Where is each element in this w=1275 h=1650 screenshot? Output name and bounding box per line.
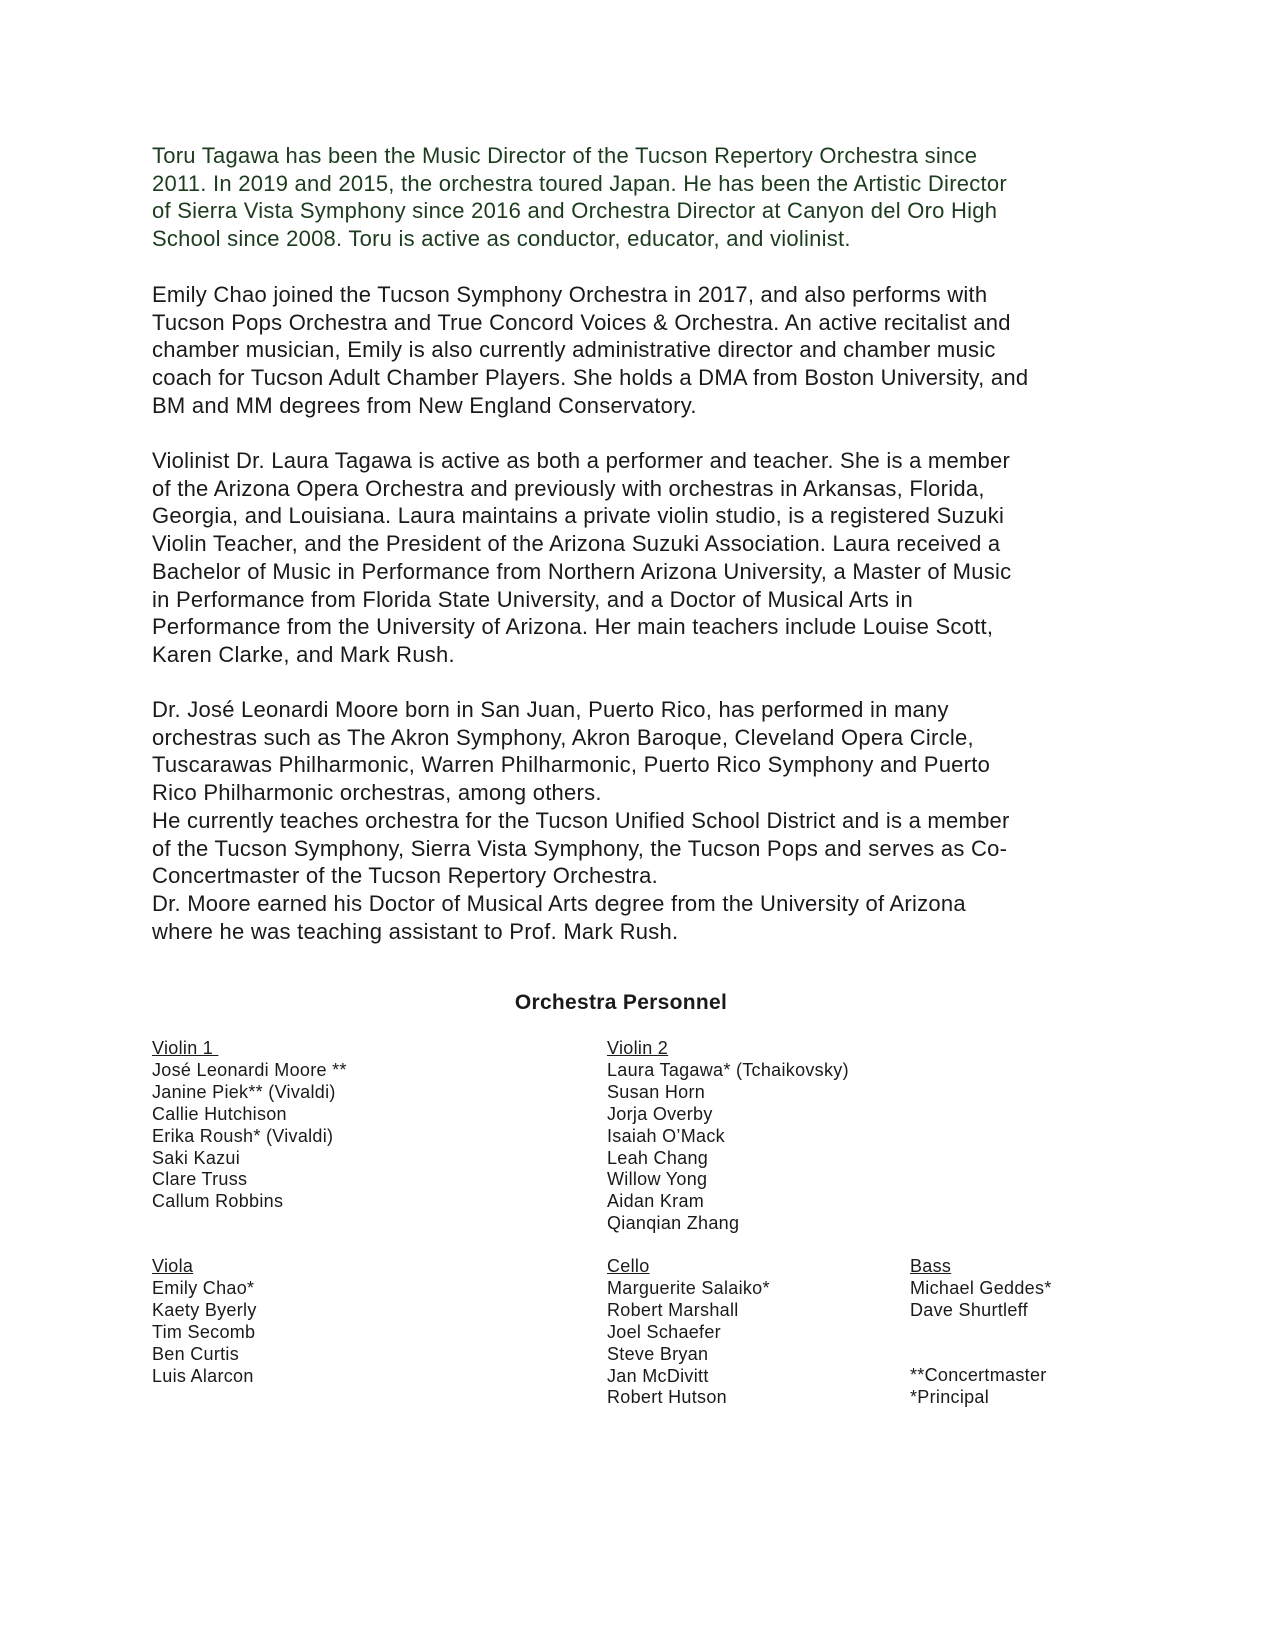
member-name: Susan Horn [607, 1081, 706, 1102]
member-name: Erika Roush* (Vivaldi) [152, 1125, 334, 1146]
member-name: Clare Truss [152, 1169, 248, 1190]
bio-line: where he was teaching assistant to Prof. Mark Rush. [152, 918, 679, 944]
section-bass [910, 1256, 1052, 1322]
section-viola [152, 1256, 257, 1387]
section-label: Cello [607, 1256, 650, 1276]
bio-jose-leonardi-moore [152, 696, 1142, 945]
bio-line: Tuscarawas Philharmonic, Warren Philharmonic, Puerto Rico Symphony and Puerto [152, 752, 991, 778]
bio-toru-tagawa [152, 142, 1142, 253]
bio-line: Emily Chao joined the Tucson Symphony Orchestra in 2017, and also performs with [152, 282, 988, 307]
legend [910, 1365, 1047, 1409]
member-name: Joel Schaefer [607, 1321, 721, 1342]
section-violin-1 [152, 1038, 347, 1213]
bio-emily-chao [152, 281, 1142, 420]
member-name: Dave Shurtleff [910, 1299, 1028, 1320]
bio-line: Georgia, and Louisiana. Laura maintains a private violin studio, is a registered Suzuki [152, 503, 1005, 529]
member-name: Willow Yong [607, 1169, 708, 1190]
member-name: Marguerite Salaiko* [607, 1277, 770, 1298]
bio-line: coach for Tucson Adult Chamber Players. She holds a DMA from Boston University, and [152, 365, 1029, 391]
bio-line: BM and MM degrees from New England Conservatory. [152, 392, 697, 418]
member-name: José Leonardi Moore ** [152, 1059, 347, 1080]
bio-line: Concertmaster of the Tucson Repertory Orchestra. [152, 863, 658, 889]
bio-line: in Performance from Florida State University, and a Doctor of Musical Arts in [152, 586, 914, 612]
member-name: Aidan Kram [607, 1191, 705, 1212]
bio-line: He currently teaches orchestra for the Tucson Unified School District and is a member [152, 807, 1010, 833]
member-name: Ben Curtis [152, 1343, 240, 1364]
member-name: Saki Kazui [152, 1147, 241, 1168]
bio-line: Tucson Pops Orchestra and True Concord Voices & Orchestra. An active recitalist and [152, 309, 1011, 335]
member-name: Laura Tagawa* (Tchaikovsky) [607, 1059, 849, 1080]
section-label: Bass [910, 1256, 952, 1276]
bio-line: Toru Tagawa has been the Music Director of the Tucson Repertory Orchestra since [152, 143, 978, 168]
bio-line: Bachelor of Music in Performance from Northern Arizona University, a Master of Music [152, 558, 1012, 584]
section-violin-2 [607, 1038, 849, 1235]
section-cello [607, 1256, 770, 1409]
bio-line: of the Tucson Symphony, Sierra Vista Symphony, the Tucson Pops and serves as Co- [152, 835, 1008, 861]
bio-line: orchestras such as The Akron Symphony, Akron Baroque, Cleveland Opera Circle, [152, 724, 974, 750]
member-name: Michael Geddes* [910, 1277, 1052, 1298]
bio-line: Violin Teacher, and the President of the Arizona Suzuki Association. Laura received a [152, 531, 1001, 557]
bio-line: Violinist Dr. Laura Tagawa is active as both a performer and teacher. She is a member [152, 448, 1011, 473]
bio-laura-tagawa [152, 447, 1142, 669]
bio-line: of Sierra Vista Symphony since 2016 and Orchestra Director at Canyon del Oro High [152, 198, 998, 224]
bio-line: Dr. José Leonardi Moore born in San Juan, Puerto Rico, has performed in many [152, 697, 949, 722]
bio-line: Rico Philharmonic orchestras, among others. [152, 780, 602, 806]
bio-line: Performance from the University of Arizona. Her main teachers include Louise Scott, [152, 614, 994, 640]
member-name: Kaety Byerly [152, 1299, 257, 1320]
member-name: Luis Alarcon [152, 1365, 254, 1386]
member-name: Emily Chao* [152, 1277, 255, 1298]
legend-principal: *Principal [910, 1386, 990, 1407]
personnel-heading: Orchestra Personnel [514, 991, 728, 1014]
bio-line: School since 2008. Toru is active as conductor, educator, and violinist. [152, 226, 851, 252]
bio-line: chamber musician, Emily is also currently administrative director and chamber music [152, 337, 996, 363]
legend-concertmaster: **Concertmaster [910, 1365, 1047, 1385]
bio-line: Karen Clarke, and Mark Rush. [152, 641, 455, 667]
member-name: Callie Hutchison [152, 1103, 287, 1124]
member-name: Janine Piek** (Vivaldi) [152, 1081, 336, 1102]
member-name: Robert Marshall [607, 1299, 739, 1320]
member-name: Tim Secomb [152, 1321, 256, 1342]
section-label: Violin 2 [607, 1038, 669, 1058]
member-name: Qianqian Zhang [607, 1213, 740, 1234]
member-name: Jan McDivitt [607, 1365, 709, 1386]
bio-line: 2011. In 2019 and 2015, the orchestra toured Japan. He has been the Artistic Director [152, 170, 1007, 196]
bio-line: of the Arizona Opera Orchestra and previously with orchestras in Arkansas, Florida, [152, 475, 985, 501]
section-label: Viola [152, 1256, 194, 1276]
member-name: Steve Bryan [607, 1343, 709, 1364]
member-name: Robert Hutson [607, 1387, 727, 1408]
member-name: Callum Robbins [152, 1191, 284, 1212]
member-name: Jorja Overby [607, 1103, 713, 1124]
member-name: Leah Chang [607, 1147, 709, 1168]
bio-line: Dr. Moore earned his Doctor of Musical Arts degree from the University of Arizona [152, 890, 966, 916]
member-name: Isaiah O’Mack [607, 1125, 725, 1146]
section-label: Violin 1 [152, 1038, 219, 1058]
